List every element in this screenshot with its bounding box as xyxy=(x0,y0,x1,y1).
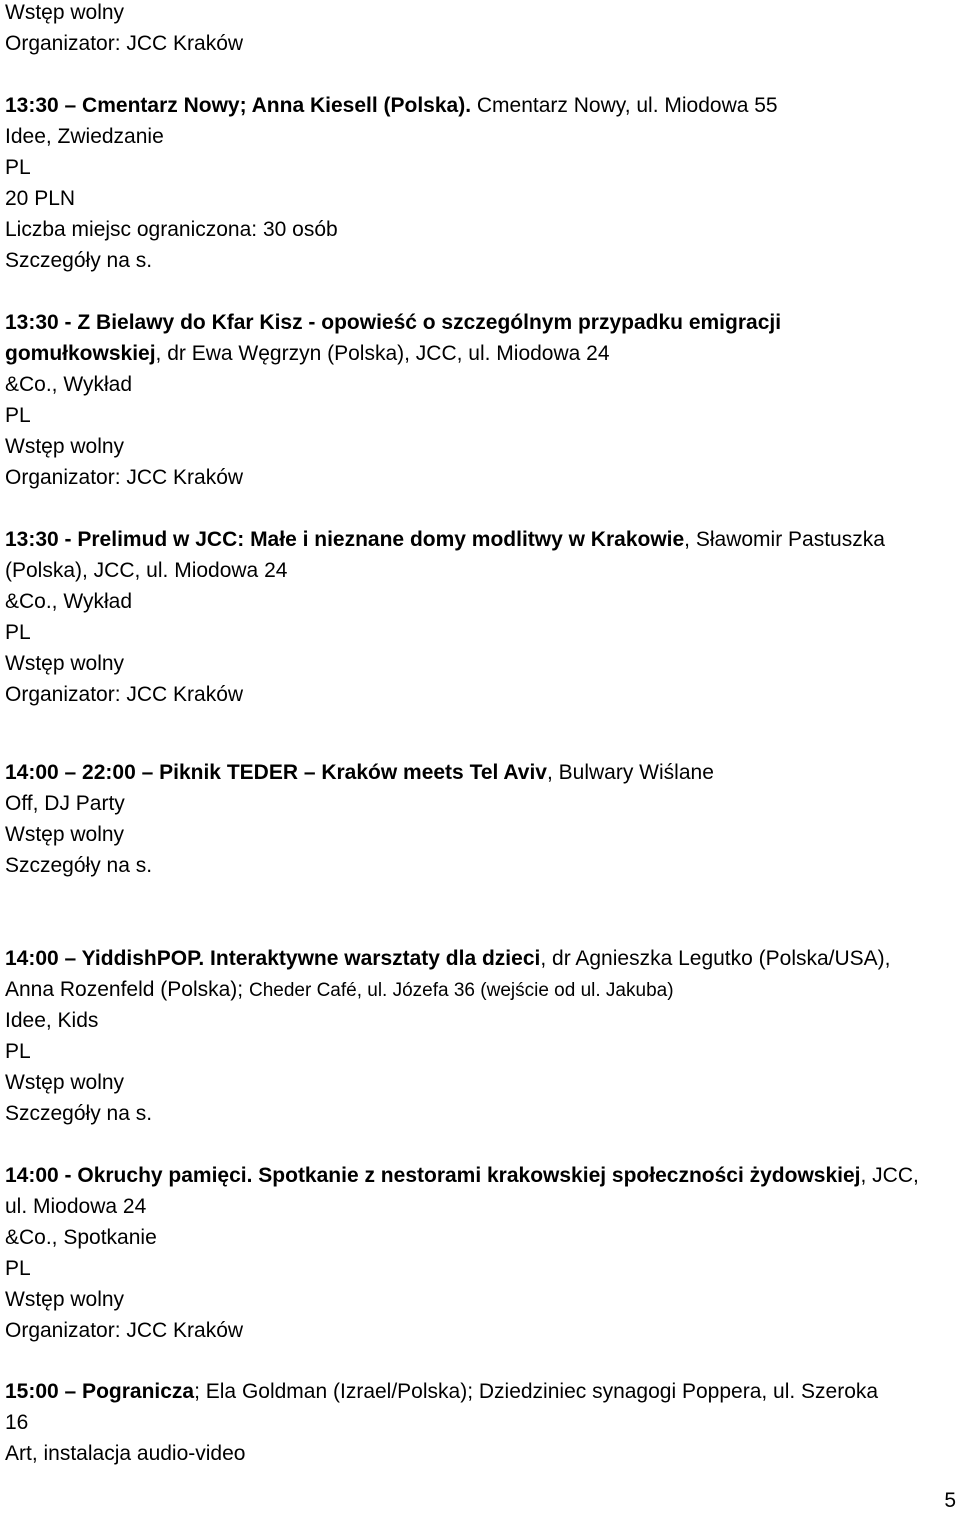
event-title-line xyxy=(5,338,610,369)
event-speaker: , Sławomir Pastuszka xyxy=(684,528,885,551)
event-category: &Co., Spotkanie xyxy=(5,1226,157,1249)
event-title: gomułkowskiej xyxy=(5,342,156,365)
event-category: Idee, Kids xyxy=(5,1009,99,1032)
event-language: PL xyxy=(5,156,31,179)
event-details: Szczegóły na s. xyxy=(5,249,153,272)
event-details: Szczegóły na s. xyxy=(5,1102,153,1125)
event-title-line xyxy=(5,1376,878,1407)
event-title-line xyxy=(5,307,781,338)
event-language: PL xyxy=(5,1257,31,1280)
event-location: , Bulwary Wiślane xyxy=(546,761,714,784)
event-speaker: , dr Agnieszka Legutko (Polska/USA), xyxy=(540,947,891,970)
event-title-line xyxy=(5,524,885,555)
event-location-line xyxy=(5,974,674,1005)
event-language: PL xyxy=(5,621,31,644)
event-title: 13:30 – Cmentarz Nowy; Anna Kiesell (Polska). xyxy=(5,94,472,117)
event-category: &Co., Wykład xyxy=(5,373,133,396)
event-admission: Wstęp wolny xyxy=(5,652,125,675)
event-admission: Wstęp wolny xyxy=(5,1071,125,1094)
event-title: 15:00 – Pogranicza xyxy=(5,1380,195,1403)
event-admission: Wstęp wolny xyxy=(5,823,125,846)
event-language: PL xyxy=(5,1040,31,1063)
event-location: Cheder Café, ul. Józefa 36 (wejście od ul. Jakuba) xyxy=(248,980,674,1001)
event-location: (Polska), JCC, ul. Miodowa 24 xyxy=(5,559,288,582)
event-organizer: Organizator: JCC Kraków xyxy=(5,1319,244,1342)
event-title: 14:00 - Okruchy pamięci. Spotkanie z nestorami krakowskiej społeczności żydowskiej xyxy=(5,1164,861,1187)
event-details: Szczegóły na s. xyxy=(5,854,153,877)
event-title: 13:30 - Z Bielawy do Kfar Kisz - opowieść o szczególnym przypadku emigracji xyxy=(5,311,782,334)
event-category: Art, instalacja audio-video xyxy=(5,1442,246,1465)
event-title-line xyxy=(5,943,891,974)
event-limit: Liczba miejsc ograniczona: 30 osób xyxy=(5,218,338,241)
organizer-text: Organizator: JCC Kraków xyxy=(5,32,244,55)
event-title-line xyxy=(5,1160,919,1191)
event-title-line xyxy=(5,90,778,121)
event-language: PL xyxy=(5,404,31,427)
event-location: , JCC, xyxy=(860,1164,919,1187)
event-organizer: Organizator: JCC Kraków xyxy=(5,466,244,489)
event-title: 13:30 - Prelimud w JCC: Małe i nieznane domy modlitwy w Krakowie xyxy=(5,528,685,551)
event-location: ul. Miodowa 24 xyxy=(5,1195,147,1218)
event-location: ; Ela Goldman (Izrael/Polska); Dziedziniec synagogi Poppera, ul. Szeroka xyxy=(194,1380,879,1403)
event-price: 20 PLN xyxy=(5,187,76,210)
event-location: Cmentarz Nowy, ul. Miodowa 55 xyxy=(471,94,778,117)
admission-text: Wstęp wolny xyxy=(5,1,125,24)
event-category: Off, DJ Party xyxy=(5,792,125,815)
event-title-line xyxy=(5,757,714,788)
page-number: 5 xyxy=(944,1489,956,1512)
event-title: 14:00 – 22:00 – Piknik TEDER – Kraków meets Tel Aviv xyxy=(5,761,547,784)
event-category: &Co., Wykład xyxy=(5,590,133,613)
event-title: 14:00 – YiddishPOP. Interaktywne warsztaty dla dzieci xyxy=(5,947,541,970)
event-category: Idee, Zwiedzanie xyxy=(5,125,164,148)
event-speaker: Anna Rozenfeld (Polska); xyxy=(5,978,249,1001)
event-location: 16 xyxy=(5,1411,29,1434)
event-organizer: Organizator: JCC Kraków xyxy=(5,683,244,706)
event-location: , dr Ewa Węgrzyn (Polska), JCC, ul. Miodowa 24 xyxy=(155,342,610,365)
event-admission: Wstęp wolny xyxy=(5,1288,125,1311)
event-admission: Wstęp wolny xyxy=(5,435,125,458)
